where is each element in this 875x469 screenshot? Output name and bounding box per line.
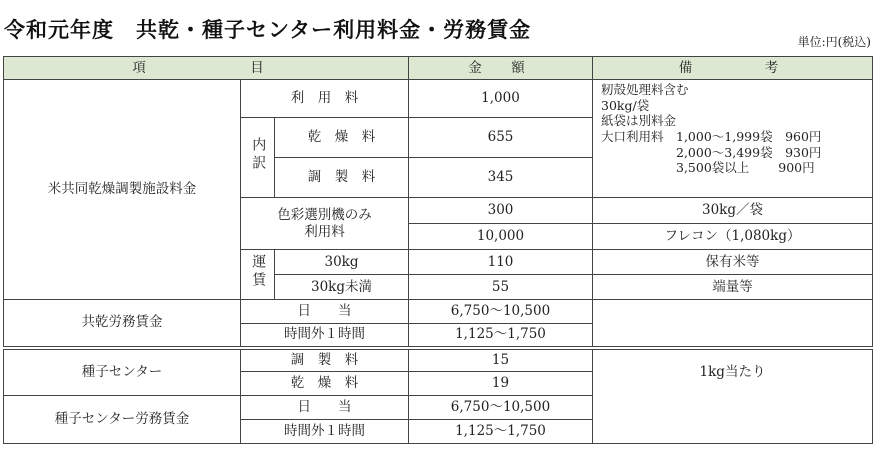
header-item: 項 目 bbox=[4, 57, 409, 80]
note-line: 3,500袋以上 900円 bbox=[601, 160, 815, 176]
processing-fee-amount: 345 bbox=[409, 158, 593, 198]
table-row bbox=[4, 80, 873, 118]
seed-labor-day-amount: 6,750～10,500 bbox=[409, 396, 593, 420]
processing-fee-label: 調 製 料 bbox=[275, 158, 409, 198]
header-row bbox=[4, 57, 873, 80]
note-line: 2,000～3,499袋 930円 bbox=[601, 144, 822, 160]
seed-remark: 1kg当たり bbox=[593, 348, 873, 444]
seed-processing-label: 調 製 料 bbox=[241, 348, 409, 372]
usage-fee-label: 利 用 料 bbox=[241, 80, 409, 118]
kyokan-day-amount: 6,750～10,500 bbox=[409, 300, 593, 324]
note-line: 大口利用料 1,000～1,999袋 960円 bbox=[601, 128, 822, 144]
usage-fee-amount: 1,000 bbox=[409, 80, 593, 118]
kyokan-overtime-amount: 1,125～1,750 bbox=[409, 324, 593, 348]
transport-under30-remark: 端量等 bbox=[593, 275, 873, 300]
seed-labor-day-label: 日 当 bbox=[241, 396, 409, 420]
transport-under30-label: 30kg未満 bbox=[275, 275, 409, 300]
color-sorter-remark-2: フレコン（1,080kg） bbox=[593, 224, 873, 250]
seed-drying-amount: 19 bbox=[409, 372, 593, 396]
transport-30kg-label: 30kg bbox=[275, 250, 409, 275]
kyokan-remark-empty bbox=[593, 300, 873, 348]
note-line: 30kg/袋 bbox=[601, 97, 650, 113]
seed-center-label: 種子センター bbox=[4, 348, 241, 396]
transport-30kg-amount: 110 bbox=[409, 250, 593, 275]
seed-labor-overtime-amount: 1,125～1,750 bbox=[409, 420, 593, 444]
seed-drying-label: 乾 燥 料 bbox=[241, 372, 409, 396]
page-title: 令和元年度 共乾・種子センター利用料金・労務賃金 bbox=[4, 18, 532, 42]
seed-processing-amount: 15 bbox=[409, 348, 593, 372]
color-sorter-amount-2: 10,000 bbox=[409, 224, 593, 250]
note-line: 籾殻処理料含む bbox=[601, 82, 689, 97]
header-remarks: 備 考 bbox=[593, 57, 873, 80]
breakdown-label: 内訳 bbox=[241, 118, 275, 198]
note-line: 紙袋は別料金 bbox=[601, 113, 677, 129]
transport-under30-amount: 55 bbox=[409, 275, 593, 300]
table-row bbox=[4, 300, 873, 324]
fee-table bbox=[3, 56, 873, 444]
color-sorter-amount-1: 300 bbox=[409, 198, 593, 224]
drying-fee-label: 乾 燥 料 bbox=[275, 118, 409, 158]
kyokan-day-label: 日 当 bbox=[241, 300, 409, 324]
drying-fee-amount: 655 bbox=[409, 118, 593, 158]
transport-30kg-remark: 保有米等 bbox=[593, 250, 873, 275]
kyokan-labor-label: 共乾労務賃金 bbox=[4, 300, 241, 348]
rice-facility-notes bbox=[593, 80, 873, 198]
seed-labor-overtime-label: 時間外１時間 bbox=[241, 420, 409, 444]
kyokan-overtime-label: 時間外１時間 bbox=[241, 324, 409, 348]
color-sorter-remark-1: 30kg／袋 bbox=[593, 198, 873, 224]
rice-facility-label: 米共同乾燥調製施設料金 bbox=[4, 80, 241, 300]
unit-note: 単位:円(税込) bbox=[797, 35, 871, 49]
color-sorter-label: 色彩選別機のみ 利用料 bbox=[241, 198, 409, 250]
transport-label: 運賃 bbox=[241, 250, 275, 300]
table-row bbox=[4, 348, 873, 372]
header-amount: 金 額 bbox=[409, 57, 593, 80]
seed-labor-label: 種子センター労務賃金 bbox=[4, 396, 241, 444]
